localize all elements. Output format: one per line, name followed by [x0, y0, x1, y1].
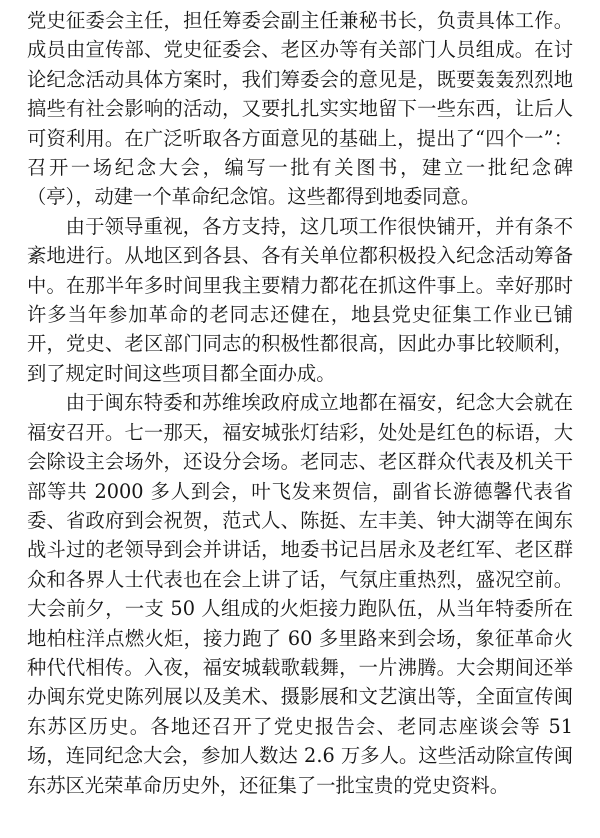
paragraph-3: 由于闽东特委和苏维埃政府成立地都在福安，纪念大会就在福安召开。七一那天，福安城张灯结彩，处处是红色的标语，大会除设主会场外，还设分会场。老同志、老区群众代表及机关干部等共 2000 多人到会，叶飞发来贺信，副省长游德馨代表省委、省政府到会祝贺，范式人、陈挺、左丰美、钟大湖等在闽东战斗过的老领导到会并讲话，地委书记吕居永及老红军、老区群众和各界人士代表也在会上讲了话，气氛庄重热烈，盛况空前。大会前夕，一支 50 人组成的火炬接力跑队伍，从当年特委所在地柏柱洋点燃火炬，接力跑了 60 多里路来到会场，象征革命火种代代相传。入夜，福安城载歌载舞，一片沸腾。大会期间还举办闽东党史陈列展以及美术、摄影展和文艺演出等，全面宣传闽东苏区历史。各地还召开了党史报告会、老同志座谈会等 51 场，连同纪念大会，参加人数达 2.6 万多人。这些活动除宣传闽东苏区光荣革命历史外，还征集了一批宝贵的党史资料。 [27, 391, 573, 797]
paragraph-1: 党史征委会主任，担任筹委会副主任兼秘书长，负责具体工作。成员由宣传部、党史征委会、老区办等有关部门人员组成。在讨论纪念活动具体方案时，我们筹委会的意见是，既要轰轰烈烈地搞些有社会影响的活动，又要扎扎实实地留下一些东西，让后人可资利用。在广泛听取各方面意见的基础上，提出了“四个一”：召开一场纪念大会，编写一批有关图书，建立一批纪念碑（亭），动建一个革命纪念馆。这些都得到地委同意。 [27, 9, 573, 209]
document-page [27, 6, 573, 800]
paragraph-2: 由于领导重视，各方支持，这几项工作很快铺开，并有条不紊地进行。从地区到各县、各有关单位都积极投入纪念活动筹备中。在那半年多时间里我主要精力都花在抓这件事上。幸好那时许多当年参加革命的老同志还健在，地县党史征集工作业已铺开，党史、老区部门同志的积极性都很高，因此办事比较顺利，到了规定时间这些项目都全面办成。 [27, 214, 573, 385]
